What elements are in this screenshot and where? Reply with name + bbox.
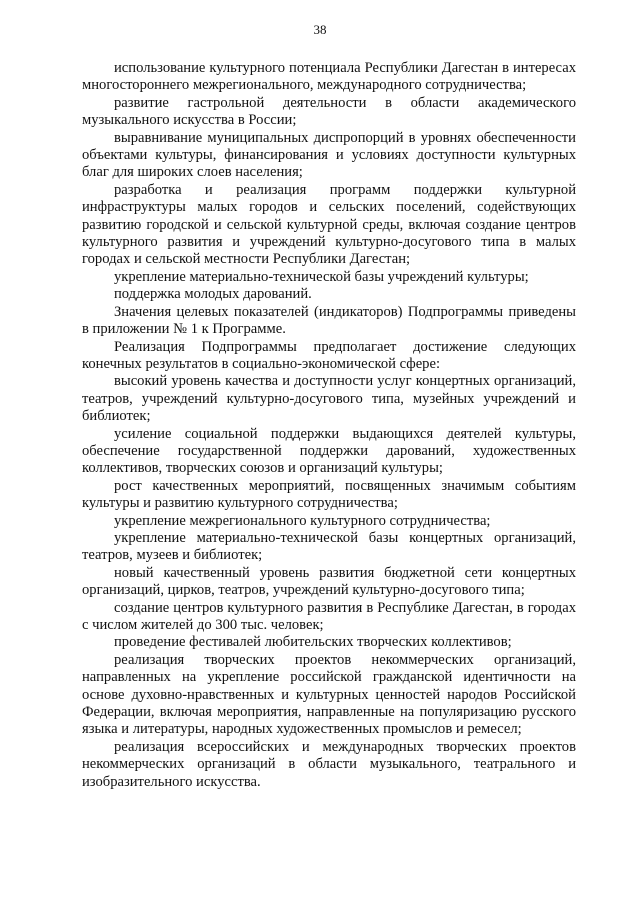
page-number: 38 bbox=[313, 22, 327, 37]
paragraph: усиление социальной поддержки выдающихся деятелей культуры, обеспечение государственной поддержки дарований, художественных коллективов, творческих союзов и организаций культуры; bbox=[82, 425, 576, 477]
paragraph: укрепление межрегионального культурного сотрудничества; bbox=[114, 512, 491, 529]
paragraph: выравнивание муниципальных диспропорций в уровнях обеспеченности объектами культуры, финансирования и условиях доступности культурных благ для широких слоев населения; bbox=[82, 129, 576, 181]
body-text bbox=[82, 60, 576, 791]
paragraph: использование культурного потенциала Республики Дагестан в интересах многостороннего межрегионального, международного сотрудничества; bbox=[82, 60, 576, 94]
paragraph: рост качественных мероприятий, посвященных значимым событиям культуры и развитию культурного сотрудничества; bbox=[82, 477, 576, 512]
paragraph: создание центров культурного развития в Республике Дагестан, в городах с числом жителей до 300 тыс. человек; bbox=[82, 599, 576, 633]
paragraph: укрепление материально-технической базы концертных организаций, театров, музеев и библиотек; bbox=[82, 529, 576, 564]
paragraph: развитие гастрольной деятельности в области академического музыкального искусства в России; bbox=[82, 94, 576, 129]
paragraph: укрепление материально-технической базы учреждений культуры; bbox=[114, 268, 529, 285]
paragraph: Значения целевых показателей (индикаторов) Подпрограммы приведены в приложении № 1 к Программе. bbox=[82, 303, 576, 338]
paragraph: поддержка молодых дарований. bbox=[114, 286, 312, 303]
paragraph: разработка и реализация программ поддержки культурной инфраструктуры малых городов и сельских поселений, содействующих развитию городской и сельской культурной среды, включая создание центров культурного развития и учреждений культурно-досугового типа в малых городах и сельской местности Республики Дагестан; bbox=[82, 181, 576, 268]
paragraph: реализация творческих проектов некоммерческих организаций, направленных на укрепление российской гражданской идентичности на основе духовно-нравственных и культурных ценностей народов Российской Федерации, включая мероприятия, направленные на популяризацию русского языка и литературы, народных художественных промыслов и ремесел; bbox=[82, 651, 576, 738]
paragraph: реализация всероссийских и международных творческих проектов некоммерческих организаций в области музыкального, театрального и изобразительного искусства. bbox=[82, 738, 576, 790]
paragraph: Реализация Подпрограммы предполагает достижение следующих конечных результатов в социально-экономической сфере: bbox=[82, 338, 576, 372]
paragraph: высокий уровень качества и доступности услуг концертных организаций, театров, учреждений культурно-досугового типа, музейных учреждений и библиотек; bbox=[82, 373, 576, 425]
paragraph: новый качественный уровень развития бюджетной сети концертных организаций, цирков, театров, учреждений культурно-досугового типа; bbox=[82, 564, 576, 599]
paragraph: проведение фестивалей любительских творческих коллективов; bbox=[114, 634, 512, 651]
